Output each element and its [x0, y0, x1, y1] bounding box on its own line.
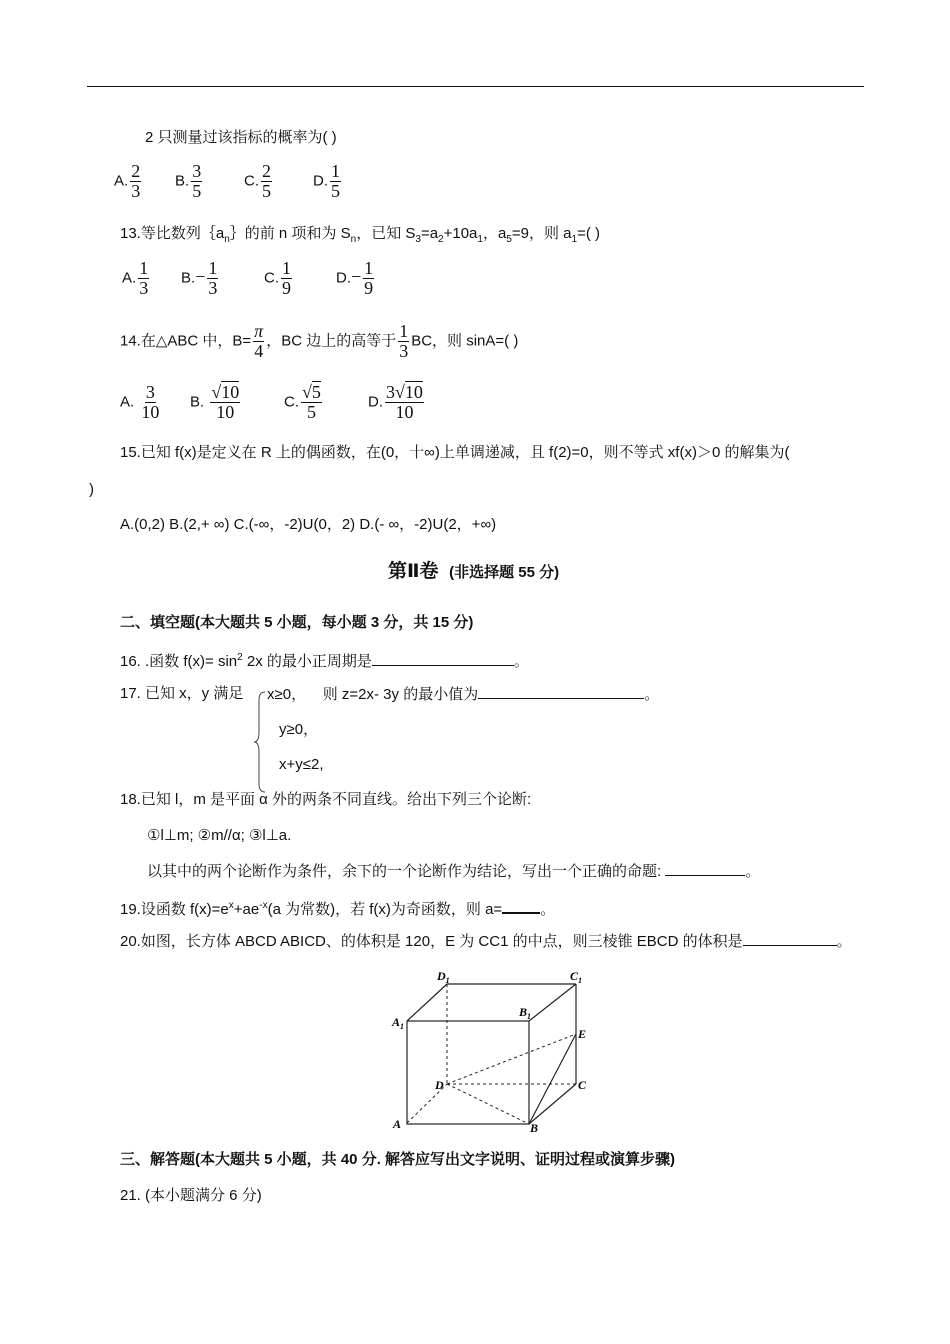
- q21-heading: 21. (本小题满分 6 分): [120, 1187, 262, 1204]
- text: 20.如图，长方体 ABCD ABICD、的体积是 120，E 为 CC1 的中点，则三棱锥 EBCD 的体积是: [120, 933, 743, 950]
- text: x≥0，: [267, 686, 307, 703]
- q15-stem-end: ): [89, 481, 94, 498]
- label-e: E: [578, 1027, 587, 1041]
- text: 。: [513, 653, 529, 670]
- minus-sign: −: [195, 266, 206, 287]
- option-label: A.: [114, 172, 129, 190]
- q12-tail: 2 只测量过该指标的概率为( ): [145, 129, 337, 146]
- label-a: A: [393, 1117, 402, 1131]
- frac-den: 5: [192, 181, 202, 201]
- frac-num: √5: [302, 382, 321, 402]
- frac-den: 3: [208, 278, 218, 298]
- edge-de-hidden: [447, 1034, 576, 1084]
- system-brace: [253, 690, 267, 798]
- label-b1: $B_1$: [519, 1005, 532, 1021]
- option-label: C.: [284, 393, 299, 411]
- q14-option-a: [120, 383, 162, 422]
- cuboid-figure: [388, 966, 598, 1138]
- text: 17. 已知 x，y 满足: [120, 685, 244, 702]
- option-label: B.: [181, 269, 196, 287]
- text: ，a: [482, 225, 507, 242]
- radicand: 5: [311, 382, 321, 402]
- frac-num: 3√10: [386, 382, 423, 402]
- q14-stem: [120, 322, 518, 361]
- subscript: 3: [415, 234, 421, 245]
- text: BC，则 sinA=( ): [411, 332, 519, 350]
- section-title: [388, 562, 559, 583]
- header-rule: [87, 86, 864, 87]
- option-label: D.: [368, 393, 383, 411]
- q19-stem: [120, 896, 555, 920]
- superscript: -x: [259, 900, 268, 911]
- radicand: 10: [404, 382, 423, 402]
- front-face: [407, 1021, 529, 1124]
- q12-option-c: [244, 162, 274, 201]
- q12-option-a: [114, 162, 143, 201]
- text: 以其中的两个论断作为条件，余下的一个论断作为结论，写出一个正确的命题:: [147, 863, 662, 880]
- answer-blank[interactable]: [372, 651, 514, 666]
- coefficient: 3: [386, 382, 395, 402]
- option-label: D.: [336, 269, 351, 287]
- q13-stem: [120, 224, 600, 250]
- text: +10a: [443, 225, 478, 242]
- q15-options: A.(0,2) B.(2,+ ∞) C.(-∞，-2)U(0，2) D.(- ∞，-2)U(2，+∞): [120, 516, 497, 533]
- text: =( ): [577, 225, 600, 242]
- option-label: A.: [122, 269, 137, 287]
- option-label: C.: [264, 269, 279, 287]
- text: 。: [644, 686, 660, 703]
- text: 19.设函数 f(x)=e: [120, 901, 229, 918]
- option-label: B.: [175, 172, 190, 190]
- frac-den: 3: [399, 341, 409, 361]
- text: (a 为常数)，若 f(x)为奇函数，则 a=: [267, 901, 503, 918]
- text: ，已知 S: [356, 225, 416, 242]
- frac-den: 9: [364, 278, 374, 298]
- option-label: B.: [190, 393, 205, 411]
- frac-den: 9: [282, 278, 291, 298]
- frac-num: 3: [192, 161, 202, 181]
- frac-num: 1: [282, 258, 291, 278]
- frac-num: 1: [399, 321, 409, 341]
- label-b: B: [530, 1121, 539, 1134]
- text: 。: [745, 863, 761, 880]
- frac-den: 10: [141, 402, 160, 422]
- q12-option-d: [313, 162, 343, 201]
- subscript: n: [350, 234, 357, 245]
- frac-num: 1: [331, 161, 340, 181]
- q20-stem: [120, 931, 852, 952]
- superscript: 2: [237, 652, 243, 663]
- text: ｝的前 n 项和为 S: [229, 225, 351, 242]
- subscript: 1: [571, 234, 578, 245]
- frac-num: 2: [262, 161, 271, 181]
- frac-den: 4: [254, 341, 264, 361]
- superscript: x: [228, 900, 234, 911]
- text: 2x 的最小正周期是: [242, 653, 372, 670]
- frac-den: 5: [306, 402, 316, 422]
- q13-option-a: [122, 259, 151, 298]
- text: 。: [836, 933, 852, 950]
- answer-blank[interactable]: [478, 684, 644, 699]
- part3-heading: 三、解答题(本大题共 5 小题，共 40 分. 解答应写出文字说明、证明过程或演算步骤): [120, 1151, 676, 1168]
- label-d: D: [435, 1078, 444, 1092]
- q14-option-c: [284, 383, 324, 422]
- answer-blank[interactable]: [502, 898, 540, 914]
- q13-option-d: [336, 259, 376, 298]
- q18-stem: 18.已知 l，m 是平面 α 外的两条不同直线。给出下列三个论断:: [120, 791, 532, 808]
- part2-heading: 二、填空题(本大题共 5 小题，每小题 3 分，共 15 分): [120, 614, 474, 631]
- edge-a1d1: [407, 984, 447, 1021]
- text: 则 z=2x- 3y 的最小值为: [322, 686, 479, 703]
- edge-bc: [529, 1084, 576, 1124]
- text: 14.在△ABC 中，B=: [120, 332, 252, 350]
- option-label: A.: [120, 393, 135, 411]
- radicand: 10: [221, 382, 240, 402]
- q13-option-b: [181, 259, 220, 298]
- subscript: 1: [477, 234, 483, 245]
- text: ，BC 边上的高等于: [266, 332, 397, 350]
- frac-num: 3: [145, 382, 155, 402]
- frac-num: 1: [364, 258, 374, 278]
- text: +ae: [233, 901, 260, 918]
- frac-den: 10: [216, 402, 235, 422]
- text: =a: [420, 225, 439, 242]
- text: 。: [540, 901, 556, 918]
- answer-blank[interactable]: [665, 861, 745, 876]
- q18-prompt: [147, 861, 760, 882]
- option-label: C.: [244, 172, 259, 190]
- q14-option-d: [368, 383, 426, 422]
- label-d1: $D_1$: [437, 969, 450, 985]
- q17-condition-2: y≥0，: [279, 721, 319, 738]
- q16-stem: [120, 648, 529, 672]
- q17-stem: [120, 684, 243, 704]
- subscript: 5: [506, 234, 512, 245]
- label-c1: $C_1$: [570, 969, 583, 985]
- edge-b1c1: [529, 984, 576, 1021]
- frac-den: 5: [262, 181, 271, 201]
- text: 13.等比数列｛a: [120, 225, 225, 242]
- frac-den: 5: [331, 181, 340, 201]
- frac-num: 1: [208, 258, 218, 278]
- frac-den: 3: [139, 278, 149, 298]
- edge-be: [529, 1034, 576, 1124]
- frac-num: 2: [131, 161, 141, 181]
- answer-blank[interactable]: [743, 931, 837, 946]
- text: =9，则 a: [511, 225, 572, 242]
- q15-stem: 15.已知 f(x)是定义在 R 上的偶函数，在(0，十∞)上单调递减，且 f(2)=0，则不等式 xf(x)＞0 的解集为(: [120, 444, 790, 461]
- subscript: 2: [438, 234, 444, 245]
- edge-db-hidden: [447, 1084, 529, 1124]
- frac-num: 1: [139, 258, 149, 278]
- q17-condition-1: [267, 684, 659, 705]
- subscript: n: [224, 234, 230, 245]
- section-title-main: 第Ⅱ卷: [388, 561, 439, 582]
- text: 16. .函数 f(x)= sin: [120, 653, 238, 670]
- label-a1: $A_1$: [392, 1015, 405, 1031]
- section-subtitle: (非选择题 55 分): [449, 564, 560, 581]
- q13-option-c: [264, 259, 294, 298]
- q14-option-b: [190, 383, 242, 422]
- label-c: C: [578, 1078, 587, 1092]
- q18-statements: ①l⊥m; ②m//α; ③l⊥a.: [147, 827, 292, 844]
- frac-den: 3: [131, 181, 141, 201]
- minus-sign: −: [351, 266, 362, 287]
- frac-num: √10: [211, 382, 240, 402]
- q12-option-b: [175, 162, 204, 201]
- q17-condition-3: x+y≤2,: [279, 756, 324, 773]
- frac-den: 10: [395, 402, 414, 422]
- frac-num: π: [254, 321, 264, 341]
- option-label: D.: [313, 172, 328, 190]
